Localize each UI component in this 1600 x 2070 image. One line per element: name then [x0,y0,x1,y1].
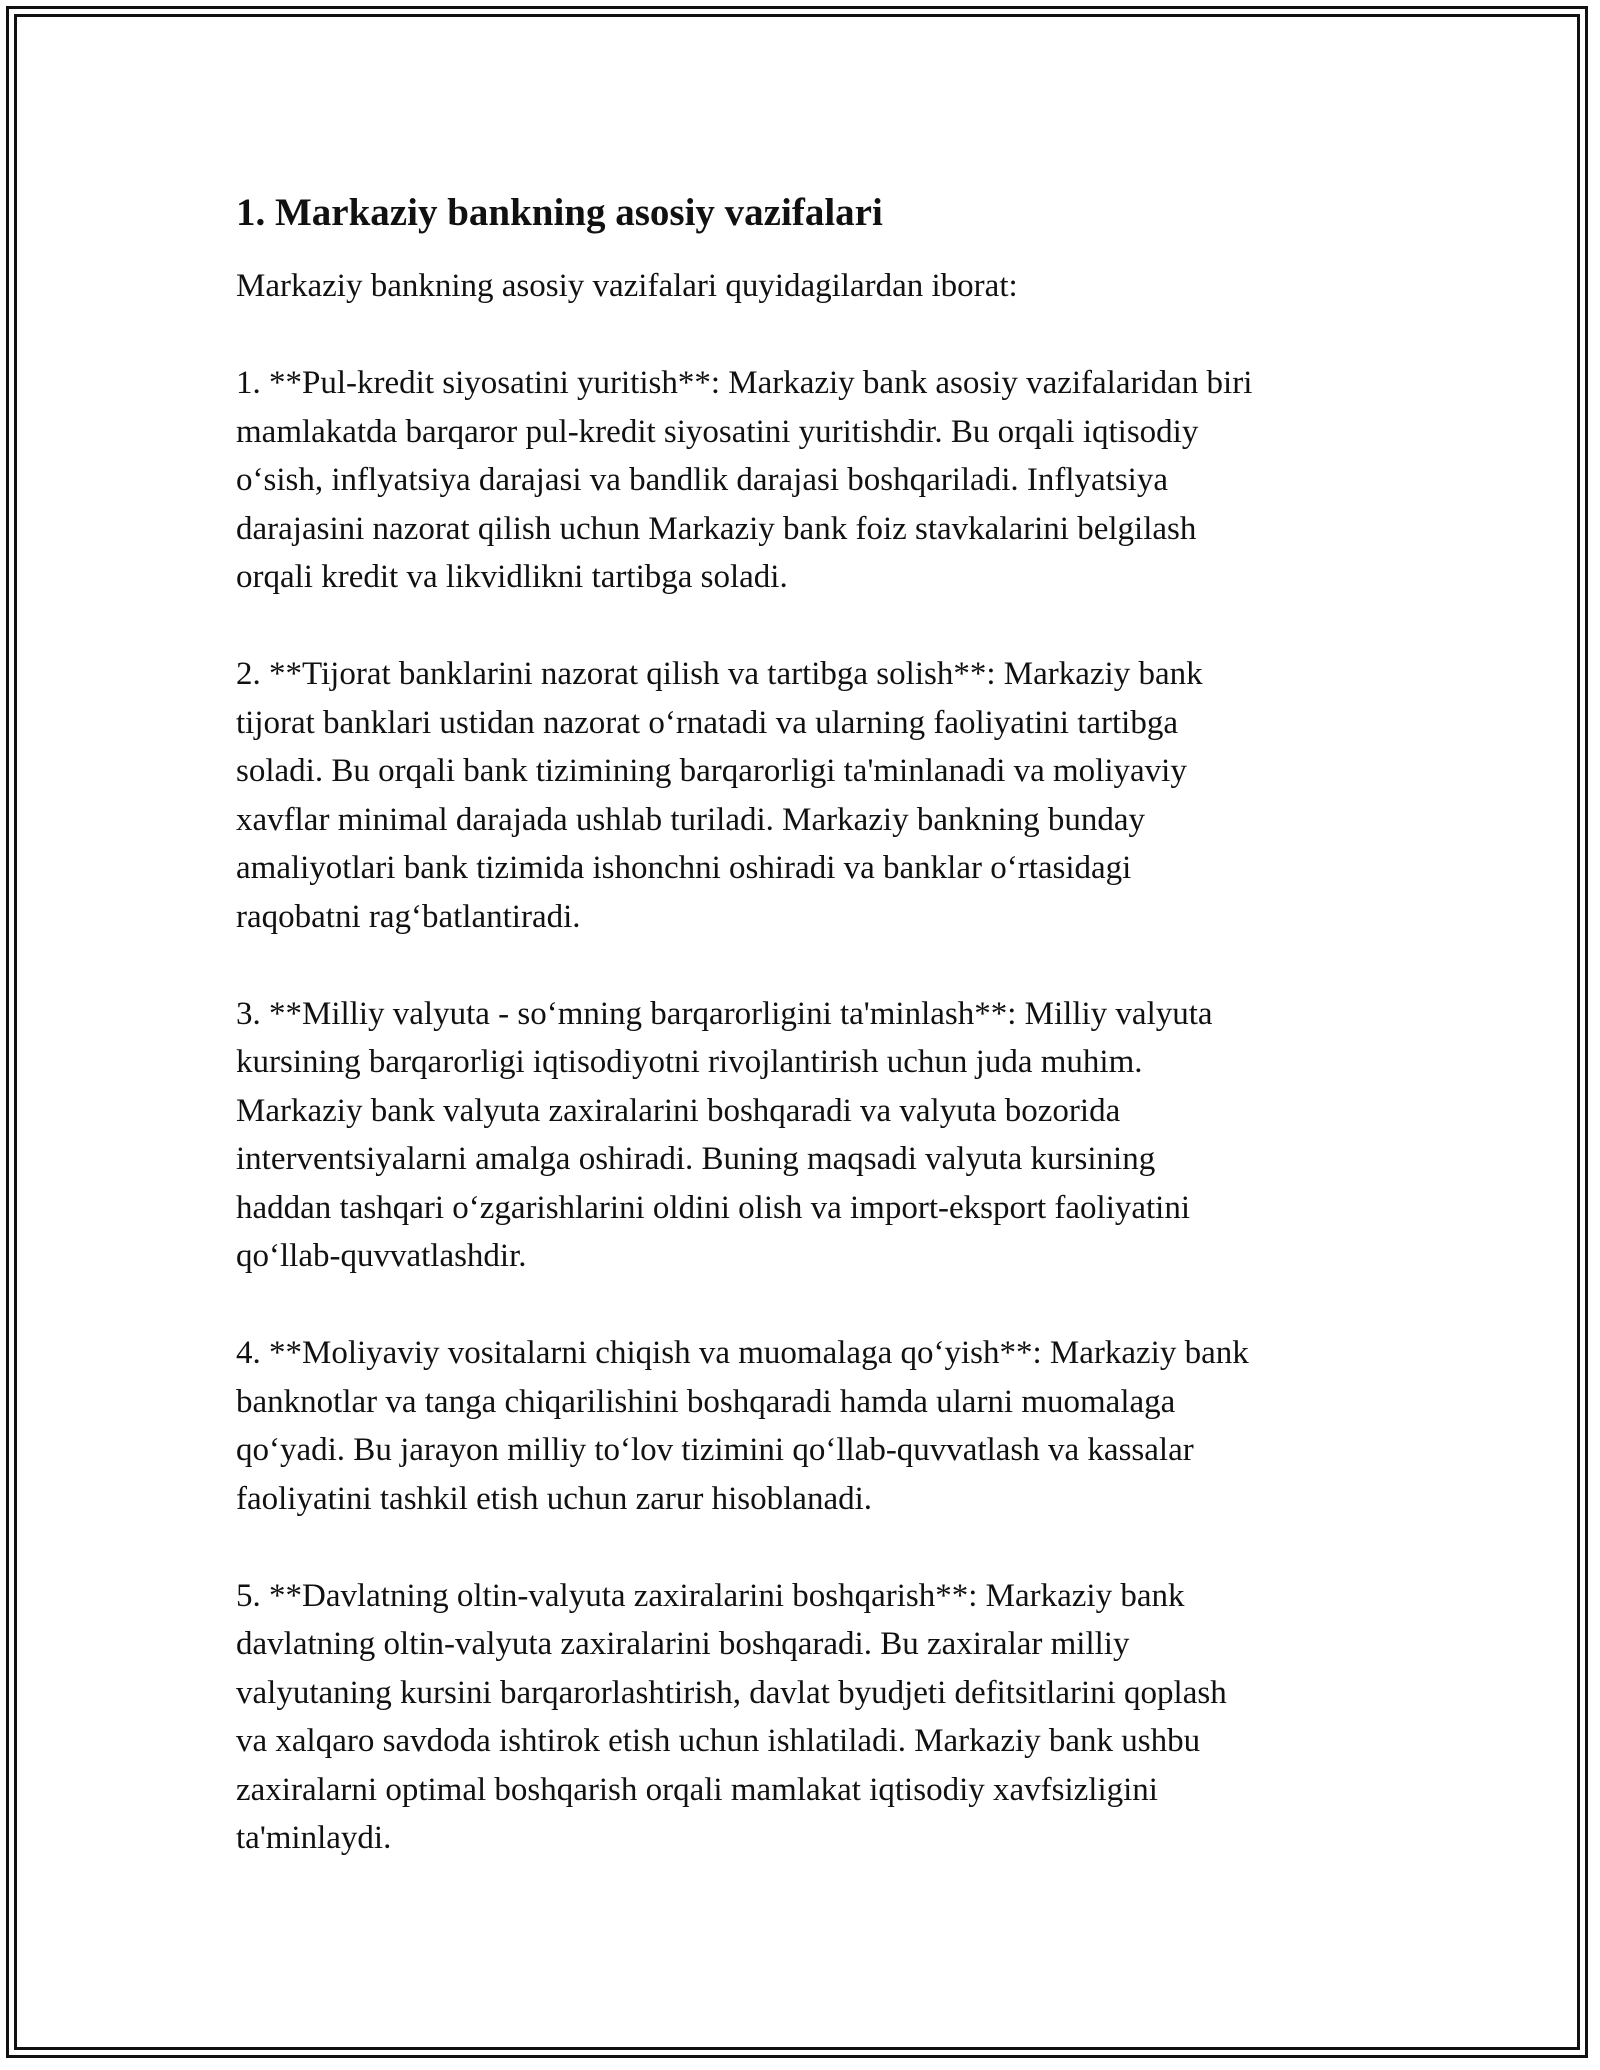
paragraph-line: o‘sish, inflyatsiya darajasi va bandlik darajasi boshqariladi. Inflyatsiya [236,462,1168,498]
paragraph-line: soladi. Bu orqali bank tizimining barqarorligi ta'minlanadi va moliyaviy [236,753,1187,789]
paragraph-line: 1. **Pul-kredit siyosatini yuritish**: Markaziy bank asosiy vazifalaridan biri [236,365,1253,401]
paragraph-line: valyutaning kursini barqarorlashtirish, davlat byudjeti defitsitlarini qoplash [236,1674,1227,1711]
paragraph-line: 5. **Davlatning oltin-valyuta zaxiralarini boshqarish**: Markaziy bank [236,1577,1185,1614]
paragraph-line: darajasini nazorat qilish uchun Markaziy bank foiz stavkalarini belgilash [236,510,1197,547]
paragraph-line: interventsiyalarni amalga oshiradi. Buning maqsadi valyuta kursining [236,1141,1156,1177]
task-paragraph-5 [236,1572,1386,1863]
paragraph-line: raqobatni rag‘batlantiradi. [236,898,581,935]
paragraph-line: ta'minlaydi. [236,1820,392,1856]
paragraph-line: xavflar minimal darajada ushlab turiladi. Markaziy bankning bunday [236,801,1146,838]
paragraph-line: zaxiralarni optimal boshqarish orqali mamlakat iqtisodiy xavfsizligini [236,1771,1158,1808]
paragraph-line: qo‘yadi. Bu jarayon milliy to‘lov tizimini qo‘llab-quvvatlash va kassalar [236,1432,1194,1468]
task-list [236,359,1386,1863]
paragraph-line: 3. **Milliy valyuta - so‘mning barqarorligini ta'minlash**: Milliy valyuta [236,995,1213,1032]
paragraph-line: 4. **Moliyaviy vositalarni chiqish va muomalaga qo‘yish**: Markaziy bank [236,1335,1249,1371]
paragraph-line: haddan tashqari o‘zgarishlarini oldini olish va import-eksport faoliyatini [236,1189,1191,1226]
paragraph-line: kursining barqarorligi iqtisodiyotni rivojlantirish uchun juda muhim. [236,1044,1143,1080]
paragraph-line: orqali kredit va likvidlikni tartibga soladi. [236,559,788,595]
paragraph-line: 2. **Tijorat banklarini nazorat qilish va tartibga solish**: Markaziy bank [236,656,1203,692]
task-paragraph-4 [236,1329,1386,1523]
paragraph-line: Markaziy bank valyuta zaxiralarini boshqaradi va valyuta bozorida [236,1092,1121,1129]
document-intro: Markaziy bankning asosiy vazifalari quyidagilardan iborat: [236,268,1018,304]
paragraph-line: va xalqaro savdoda ishtirok etish uchun ishlatiladi. Markaziy bank ushbu [236,1723,1201,1759]
paragraph-line: faoliyatini tashkil etish uchun zarur hisoblanadi. [236,1480,873,1517]
paragraph-line: amaliyotlari bank tizimida ishonchni oshiradi va banklar o‘rtasidagi [236,850,1132,886]
paragraph-line: mamlakatda barqaror pul-kredit siyosatini yuritishdir. Bu orqali iqtisodiy [236,413,1199,450]
paragraph-line: davlatning oltin-valyuta zaxiralarini boshqaradi. Bu zaxiralar milliy [236,1626,1130,1662]
paragraph-line: tijorat banklari ustidan nazorat o‘rnatadi va ularning faoliyatini tartibga [236,704,1178,741]
task-paragraph-1 [236,359,1386,602]
document-title: 1. Markaziy bankning asosiy vazifalari [236,191,883,234]
task-paragraph-2 [236,650,1386,941]
paragraph-line: qo‘llab-quvvatlashdir. [236,1238,527,1274]
document-body [236,190,1386,1863]
task-paragraph-3 [236,990,1386,1281]
paragraph-line: banknotlar va tanga chiqarilishini boshqaradi hamda ularni muomalaga [236,1383,1176,1420]
